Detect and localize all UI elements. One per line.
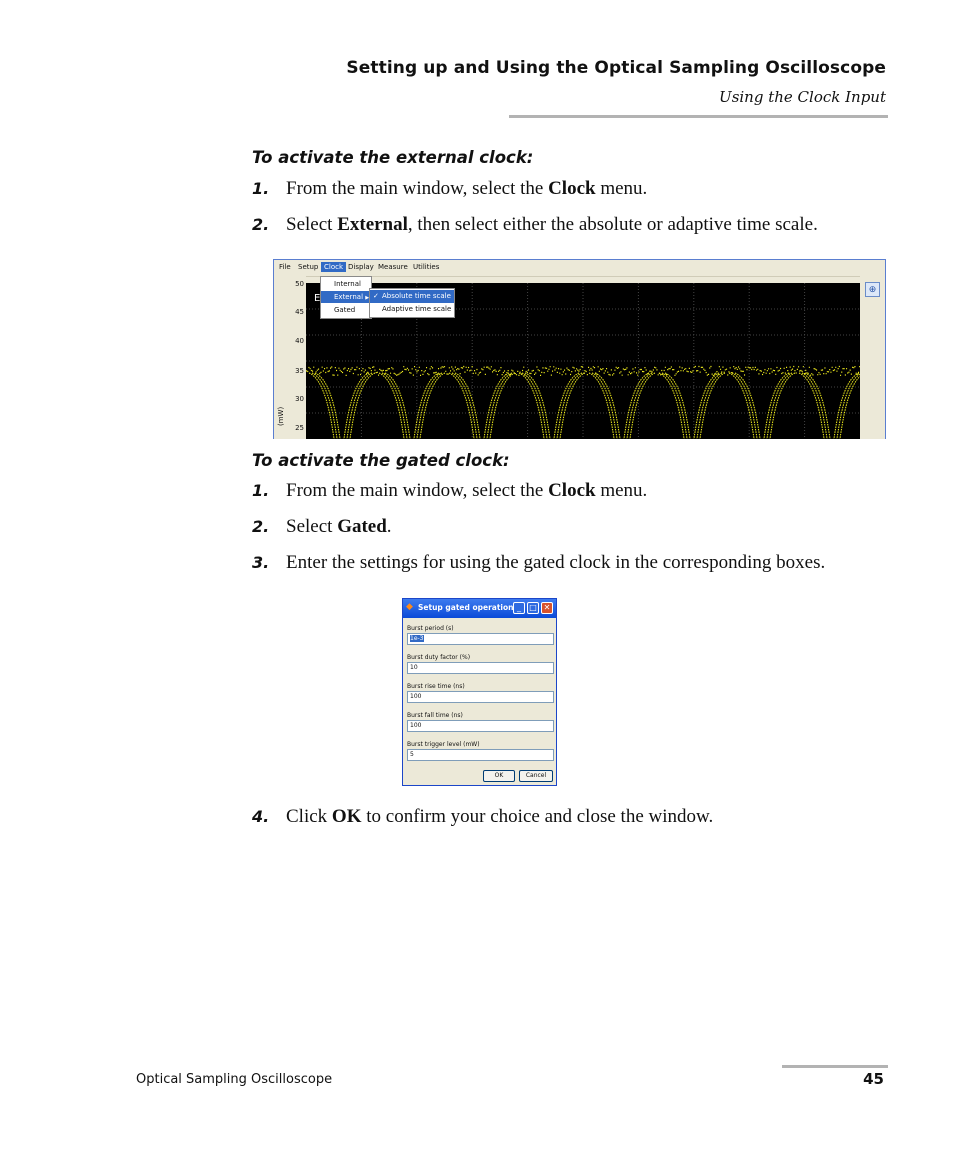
zoom-icon[interactable]: ⊕ — [865, 282, 880, 297]
clock-menu-internal[interactable]: Internal — [334, 280, 361, 288]
menu-setup[interactable]: Setup — [298, 263, 319, 271]
page-header-subtitle: Using the Clock Input — [719, 88, 886, 106]
step-text: Enter the settings for using the gated clock in the corresponding boxes. — [286, 552, 826, 573]
step-number: 2. — [252, 517, 270, 536]
burst-duty-factor-input[interactable]: 10 — [407, 662, 554, 674]
clock-menu-gated[interactable]: Gated — [334, 306, 356, 314]
field-label-burst-period: Burst period (s) — [407, 625, 454, 632]
burst-fall-time-input[interactable]: 100 — [407, 720, 554, 732]
field-label-burst-trigger-level: Burst trigger level (mW) — [407, 741, 480, 748]
y-tick: 40 — [295, 337, 304, 345]
y-tick: 45 — [295, 308, 304, 316]
external-clock-heading: To activate the external clock: — [252, 148, 534, 167]
footer-product-name: Optical Sampling Oscilloscope — [136, 1072, 333, 1087]
menu-utilities[interactable]: Utilities — [413, 263, 440, 271]
y-tick: 30 — [295, 395, 304, 403]
gated-setup-dialog — [402, 598, 557, 786]
header-rule — [509, 115, 888, 118]
y-tick: 50 — [295, 280, 304, 288]
clock-dropdown-menu — [320, 276, 372, 319]
external-submenu — [369, 288, 455, 318]
right-panel — [860, 276, 885, 439]
y-tick: 35 — [295, 367, 304, 375]
step-number: 4. — [252, 807, 270, 826]
y-tick: 25 — [295, 424, 304, 432]
minimize-icon[interactable]: _ — [513, 602, 525, 614]
matlab-app-icon: ◆ — [406, 602, 413, 612]
burst-rise-time-input[interactable]: 100 — [407, 691, 554, 703]
burst-period-input[interactable]: 1e-3 — [407, 633, 554, 645]
y-axis-label: (mW) — [277, 406, 285, 426]
dialog-title: Setup gated operation — [418, 603, 514, 612]
step-number: 1. — [252, 481, 270, 500]
field-label-burst-duty-factor: Burst duty factor (%) — [407, 654, 471, 661]
menu-file[interactable]: File — [279, 263, 291, 271]
checkmark-icon: ✓ — [373, 292, 379, 300]
step-text: Select External, then select either the absolute or adaptive time scale. — [286, 214, 818, 235]
menu-display[interactable]: Display — [348, 263, 374, 271]
step-number: 1. — [252, 179, 270, 198]
plot-label: E — [314, 293, 321, 304]
submenu-arrow-icon: ▶ — [365, 295, 370, 301]
step-number: 2. — [252, 215, 270, 234]
close-icon[interactable]: ✕ — [541, 602, 553, 614]
field-label-burst-fall-time: Burst fall time (ns) — [407, 712, 463, 719]
maximize-icon[interactable]: □ — [527, 602, 539, 614]
footer-rule — [782, 1065, 888, 1068]
cancel-button[interactable]: Cancel — [519, 770, 553, 782]
step-text: From the main window, select the Clock menu. — [286, 178, 648, 199]
gated-clock-heading: To activate the gated clock: — [252, 451, 510, 470]
menu-clock[interactable]: Clock — [321, 262, 346, 272]
ok-button[interactable]: OK — [483, 770, 515, 782]
page-header-title: Setting up and Using the Optical Sampling Oscilloscope — [346, 58, 886, 78]
dialog-title-bar — [403, 599, 556, 618]
step-text: From the main window, select the Clock menu. — [286, 480, 648, 501]
menu-measure[interactable]: Measure — [378, 263, 408, 271]
menu-bar — [274, 260, 885, 277]
submenu-absolute-time-scale[interactable]: ✓ Absolute time scale — [370, 290, 454, 303]
clock-menu-external[interactable]: External ▶ — [321, 291, 371, 303]
step-text: Select Gated. — [286, 516, 392, 537]
step-number: 3. — [252, 553, 270, 572]
submenu-adaptive-time-scale[interactable]: Adaptive time scale — [382, 305, 452, 313]
field-label-burst-rise-time: Burst rise time (ns) — [407, 683, 465, 690]
burst-trigger-level-input[interactable]: 5 — [407, 749, 554, 761]
oscilloscope-screenshot — [273, 259, 886, 439]
page-number: 45 — [863, 1070, 884, 1088]
step-text: Click OK to confirm your choice and close the window. — [286, 806, 714, 827]
y-axis — [274, 276, 306, 439]
